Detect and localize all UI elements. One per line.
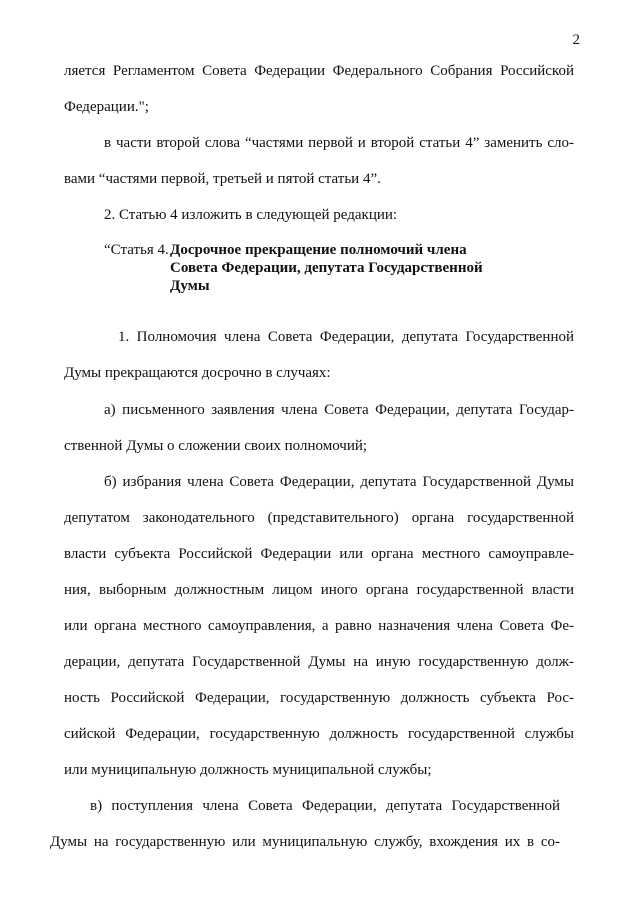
text-line: или органа местного самоуправления, а равно назначения члена Совета Фе- — [64, 618, 574, 634]
text-line: Думы прекращаются досрочно в случаях: — [64, 365, 331, 381]
article-label: “Статья 4. — [104, 242, 169, 258]
text-line: Федерации."; — [64, 99, 149, 115]
text-line: ляется Регламентом Совета Федерации Федерального Собрания Российской — [64, 63, 574, 79]
article-title-line: Совета Федерации, депутата Государственной — [170, 260, 483, 276]
text-line: в) поступления члена Совета Федерации, депутата Государственной — [90, 798, 560, 814]
text-line: ния, выборным должностным лицом иного органа государственной власти — [64, 582, 574, 598]
text-line: сийской Федерации, государственную должность государственной службы — [64, 726, 574, 742]
text-line: депутатом законодательного (представительного) органа государственной — [64, 510, 574, 526]
text-line: в части второй слова “частями первой и второй статьи 4” заменить сло- — [104, 135, 574, 151]
text-line: 1. Полномочия члена Совета Федерации, депутата Государственной — [118, 329, 574, 345]
text-line: 2. Статью 4 изложить в следующей редакции: — [104, 207, 398, 223]
article-title-line: Досрочное прекращение полномочий члена — [170, 242, 467, 258]
text-line: Думы на государственную или муниципальную службу, вхождения их в со- — [50, 834, 560, 850]
text-line: а) письменного заявления члена Совета Федерации, депутата Государ- — [104, 402, 574, 418]
text-line: вами “частями первой, третьей и пятой статьи 4”. — [64, 171, 381, 187]
text-line: ность Российской Федерации, государственную должность субъекта Рос- — [64, 690, 574, 706]
page-number: 2 — [572, 32, 580, 48]
text-line: власти субъекта Российской Федерации или органа местного самоуправле- — [64, 546, 574, 562]
text-line: ственной Думы о сложении своих полномочий; — [64, 438, 368, 454]
text-line: б) избрания члена Совета Федерации, депутата Государственной Думы — [104, 474, 574, 490]
text-line: дерации, депутата Государственной Думы на иную государственную долж- — [64, 654, 574, 670]
text-line: или муниципальную должность муниципальной службы; — [64, 762, 432, 778]
article-title-line: Думы — [170, 278, 210, 294]
